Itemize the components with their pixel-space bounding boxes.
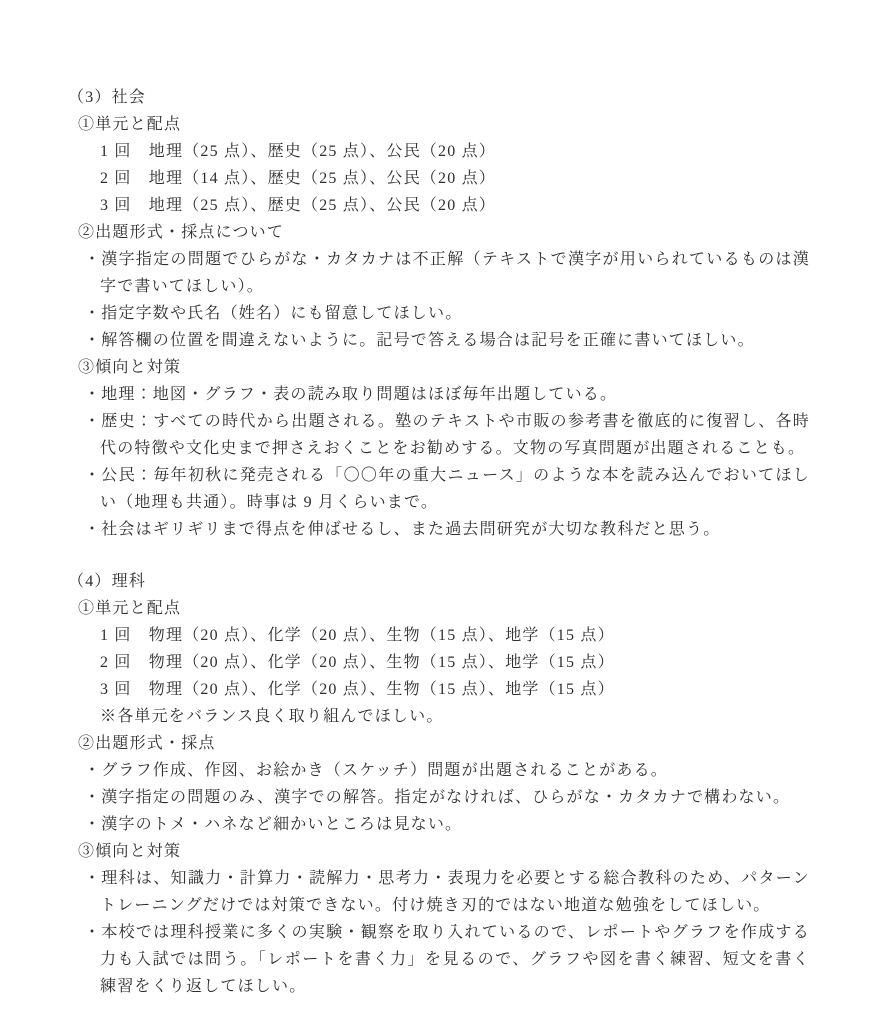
round-allocation-line: 2 回 物理（20 点）、化学（20 点）、生物（15 点）、地学（15 点） bbox=[100, 654, 615, 671]
section-heading: （3）社会 bbox=[68, 89, 147, 106]
sub-heading: ②出題形式・採点について bbox=[78, 224, 285, 241]
sub-heading: ③傾向と対策 bbox=[78, 843, 182, 860]
round-allocation-line: 2 回 地理（14 点）、歴史（25 点）、公民（20 点） bbox=[100, 170, 497, 187]
sub-heading: ①単元と配点 bbox=[78, 116, 182, 133]
sub-heading: ③傾向と対策 bbox=[78, 359, 182, 376]
round-allocation-line: 1 回 物理（20 点）、化学（20 点）、生物（15 点）、地学（15 点） bbox=[100, 627, 615, 644]
note-line: ※各単元をバランス良く取り組んでほしい。 bbox=[100, 708, 444, 725]
round-allocation-line: 3 回 地理（25 点）、歴史（25 点）、公民（20 点） bbox=[100, 197, 497, 214]
section-heading: （4）理科 bbox=[68, 573, 147, 590]
bullet-item: ・指定字数や氏名（姓名）にも留意してほしい。 bbox=[84, 305, 463, 322]
round-allocation-line: 3 回 物理（20 点）、化学（20 点）、生物（15 点）、地学（15 点） bbox=[100, 681, 615, 698]
bullet-item: ・社会はギリギリまで得点を伸ばせるし、また過去問研究が大切な教科だと思う。 bbox=[84, 521, 721, 538]
bullet-item: ・グラフ作成、作図、お絵かき（スケッチ）問題が出題されることがある。 bbox=[84, 762, 669, 779]
sub-heading: ①単元と配点 bbox=[78, 600, 182, 617]
bullet-item: ・解答欄の位置を間違えないように。記号で答える場合は記号を正確に書いてほしい。 bbox=[84, 332, 755, 349]
document-section bbox=[68, 84, 810, 543]
sub-heading: ②出題形式・採点 bbox=[78, 735, 216, 752]
document-content bbox=[68, 84, 810, 1000]
bullet-item: ・漢字指定の問題でひらがな・カタカナは不正解（テキストで漢字が用いられているものは漢字で書いてほしい）。 bbox=[84, 251, 810, 295]
bullet-item: ・漢字指定の問題のみ、漢字での解答。指定がなければ、ひらがな・カタカナで構わない。 bbox=[84, 789, 791, 806]
bullet-item: ・本校では理科授業に多くの実験・観察を取り入れているので、レポートやグラフを作成する力も入試では問う。「レポートを書く力」を見るので、グラフや図を書く練習、短文を書く練習をくり返してほしい。 bbox=[84, 924, 810, 995]
document-section bbox=[68, 568, 810, 1000]
bullet-item: ・漢字のトメ・ハネなど細かいところは見ない。 bbox=[84, 816, 463, 833]
bullet-item: ・地理：地図・グラフ・表の読み取り問題はほぼ毎年出題している。 bbox=[84, 386, 618, 403]
bullet-item: ・歴史：すべての時代から出題される。塾のテキストや市販の参考書を徹底的に復習し、各時代の特徴や文化史まで押さえおくことをお勧めする。文物の写真問題が出題されることも。 bbox=[84, 413, 810, 457]
round-allocation-line: 1 回 地理（25 点）、歴史（25 点）、公民（20 点） bbox=[100, 143, 497, 160]
bullet-item: ・公民：毎年初秋に発売される「〇〇年の重大ニュース」のような本を読み込んでおいてほしい（地理も共通）。時事は 9 月くらいまで。 bbox=[84, 467, 810, 511]
bullet-item: ・理科は、知識力・計算力・読解力・思考力・表現力を必要とする総合教科のため、パターントレーニングだけでは対策できない。付け焼き刃的ではない地道な勉強をしてほしい。 bbox=[84, 870, 810, 914]
